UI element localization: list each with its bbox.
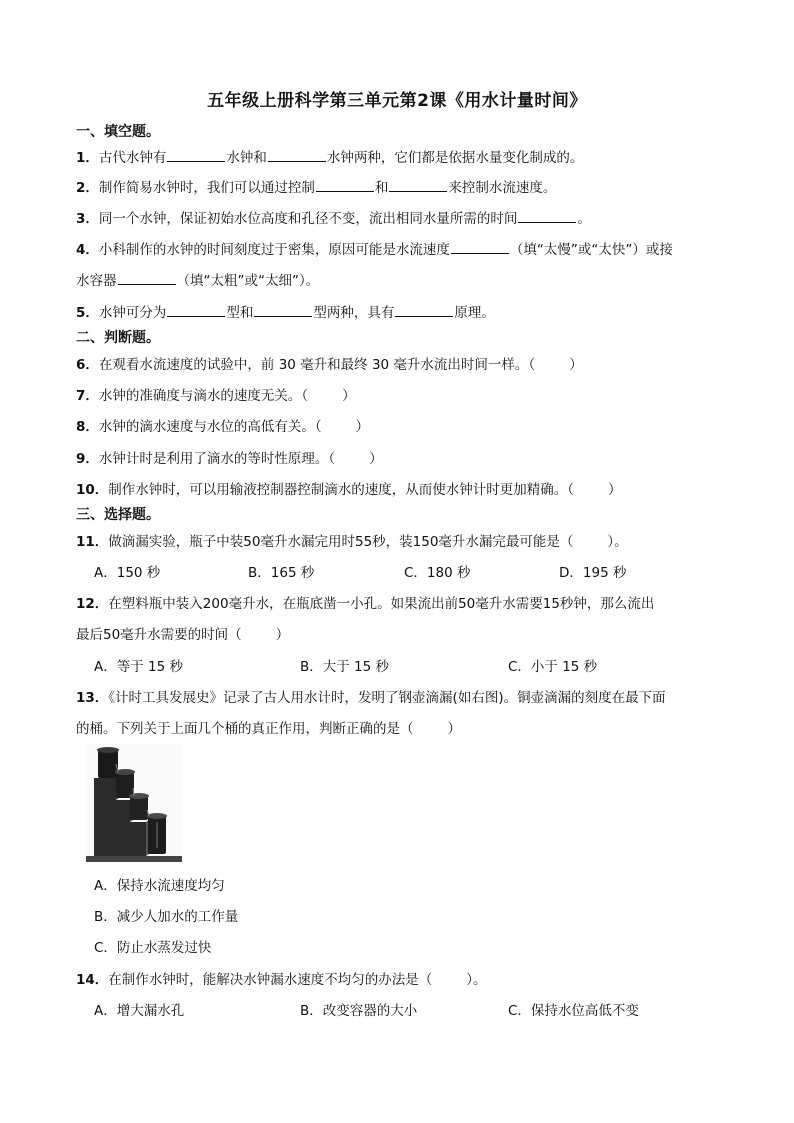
question-text: 来控制水流速度。 xyxy=(448,180,557,196)
question-text: 。 xyxy=(577,211,591,227)
water-clock-image xyxy=(86,744,182,862)
question-text: 和 xyxy=(374,180,389,196)
answer-blank[interactable] xyxy=(118,271,176,285)
question-text: ）。 xyxy=(466,972,487,988)
question-6 xyxy=(76,353,726,373)
question-number: 12． xyxy=(76,596,109,612)
option-d[interactable]: D．195 秒 xyxy=(559,565,627,581)
question-number: 8． xyxy=(76,419,99,435)
option-b[interactable]: B．改变容器的大小 xyxy=(300,1003,418,1019)
question-10 xyxy=(76,478,726,498)
question-text: 古代水钟有 xyxy=(98,150,167,166)
answer-blank[interactable] xyxy=(389,178,447,192)
question-number: 14． xyxy=(76,972,109,988)
option-b[interactable]: B．减少人加水的工作量 xyxy=(94,909,239,925)
question-5 xyxy=(76,301,726,321)
question-number: 1． xyxy=(76,150,99,166)
option-c[interactable]: C．保持水位高低不变 xyxy=(508,1003,639,1019)
question-12-line-2 xyxy=(76,623,726,643)
question-3 xyxy=(76,207,726,227)
question-number: 5． xyxy=(76,305,99,321)
question-text: 在制作水钟时，能解决水钟漏水速度不均匀的办法是（ xyxy=(108,972,433,988)
option-a[interactable]: A．增大漏水孔 xyxy=(94,1003,185,1019)
question-text: 原理。 xyxy=(454,305,495,321)
question-text: 在塑料瓶中装入200毫升水，在瓶底凿一小孔。如果流出前50毫升水需要15秒钟，那么流出 xyxy=(108,596,655,612)
question-text: 水钟可分为 xyxy=(98,305,167,321)
answer-blank[interactable] xyxy=(254,303,312,317)
question-text: （填“太粗”或“太细”）。 xyxy=(176,273,320,289)
question-11 xyxy=(76,530,726,550)
question-number: 11． xyxy=(76,534,109,550)
question-number: 7． xyxy=(76,388,99,404)
question-text: 制作简易水钟时，我们可以通过控制 xyxy=(98,180,315,196)
question-number: 9． xyxy=(76,451,99,467)
section-heading-fill-blank: 一、填空题。 xyxy=(76,124,160,140)
question-8 xyxy=(76,415,726,435)
question-9 xyxy=(76,447,726,467)
question-number: 10． xyxy=(76,482,109,498)
answer-blank[interactable] xyxy=(167,148,225,162)
answer-blank[interactable] xyxy=(167,303,225,317)
question-text: ）。 xyxy=(607,534,628,550)
option-a[interactable]: A．150 秒 xyxy=(94,565,161,581)
question-text: 水钟两种，它们都是依据水量变化制成的。 xyxy=(326,150,584,166)
option-a[interactable]: A．保持水流速度均匀 xyxy=(94,878,225,894)
question-number: 13． xyxy=(76,690,109,706)
question-text: 在观看水流速度的试验中，前 30 毫升和最终 30 毫升水流出时间一样。（ xyxy=(98,357,536,373)
question-13 xyxy=(76,686,726,706)
question-text: ） xyxy=(569,357,583,373)
option-c[interactable]: C．小于 15 秒 xyxy=(508,659,598,675)
question-text: 《计时工具发展史》记录了古人用水计时，发明了钢壶滴漏(如右图)。铜壶滴漏的刻度在最下面 xyxy=(108,690,666,706)
question-1 xyxy=(76,146,726,166)
answer-blank[interactable] xyxy=(268,148,326,162)
question-number: 4． xyxy=(76,242,99,258)
question-text: 水钟计时是利用了滴水的等时性原理。（ xyxy=(98,451,336,467)
answer-blank[interactable] xyxy=(451,240,509,254)
question-text: ） xyxy=(275,627,290,643)
question-text: 小科制作的水钟的时间刻度过于密集，原因可能是水流速度 xyxy=(98,242,450,258)
question-12 xyxy=(76,592,726,612)
answer-blank[interactable] xyxy=(395,303,453,317)
question-text: 水钟的滴水速度与水位的高低有关。（ xyxy=(98,419,322,435)
question-text: ） xyxy=(369,451,383,467)
question-number: 2． xyxy=(76,180,99,196)
question-7 xyxy=(76,384,726,404)
question-14 xyxy=(76,968,726,988)
answer-blank[interactable] xyxy=(316,178,374,192)
option-a[interactable]: A．等于 15 秒 xyxy=(94,659,183,675)
answer-blank[interactable] xyxy=(518,209,576,223)
option-b[interactable]: B．大于 15 秒 xyxy=(300,659,390,675)
question-text: 水容器 xyxy=(76,273,117,289)
option-b[interactable]: B．165 秒 xyxy=(248,565,315,581)
question-text: 制作水钟时，可以用输液控制器控制滴水的速度，从而使水钟计时更加精确。（ xyxy=(108,482,575,498)
question-text: （填“太慢”或“太快”）或接 xyxy=(509,242,673,258)
question-4 xyxy=(76,238,726,258)
question-4-line-2 xyxy=(76,269,726,289)
question-text: 的桶。下列关于上面几个桶的真正作用，判断正确的是（ xyxy=(76,721,414,737)
document-title: 五年级上册科学第三单元第2课《用水计量时间》 xyxy=(207,91,587,111)
question-text: 做滴漏实验，瓶子中装50毫升水漏完用时55秒，装150毫升水漏完最可能是（ xyxy=(108,534,574,550)
question-13-line-2 xyxy=(76,717,726,737)
question-text: 同一个水钟，保证初始水位高度和孔径不变，流出相同水量所需的时间 xyxy=(98,211,518,227)
question-text: 型两种，具有 xyxy=(313,305,395,321)
section-heading-multiple-choice: 三、选择题。 xyxy=(76,507,160,523)
question-2 xyxy=(76,176,726,196)
section-heading-true-false: 二、判断题。 xyxy=(76,330,160,346)
question-text: 最后50毫升水需要的时间（ xyxy=(76,627,242,643)
question-number: 6． xyxy=(76,357,99,373)
option-c[interactable]: C．防止水蒸发过快 xyxy=(94,940,212,956)
option-c[interactable]: C．180 秒 xyxy=(404,565,471,581)
question-text: ） xyxy=(342,388,356,404)
question-text: ） xyxy=(355,419,370,435)
question-text: ） xyxy=(608,482,622,498)
question-text: 水钟和 xyxy=(226,150,267,166)
question-text: ） xyxy=(447,721,461,737)
question-number: 3． xyxy=(76,211,99,227)
question-text: 水钟的准确度与滴水的速度无关。（ xyxy=(98,388,309,404)
question-text: 型和 xyxy=(226,305,254,321)
